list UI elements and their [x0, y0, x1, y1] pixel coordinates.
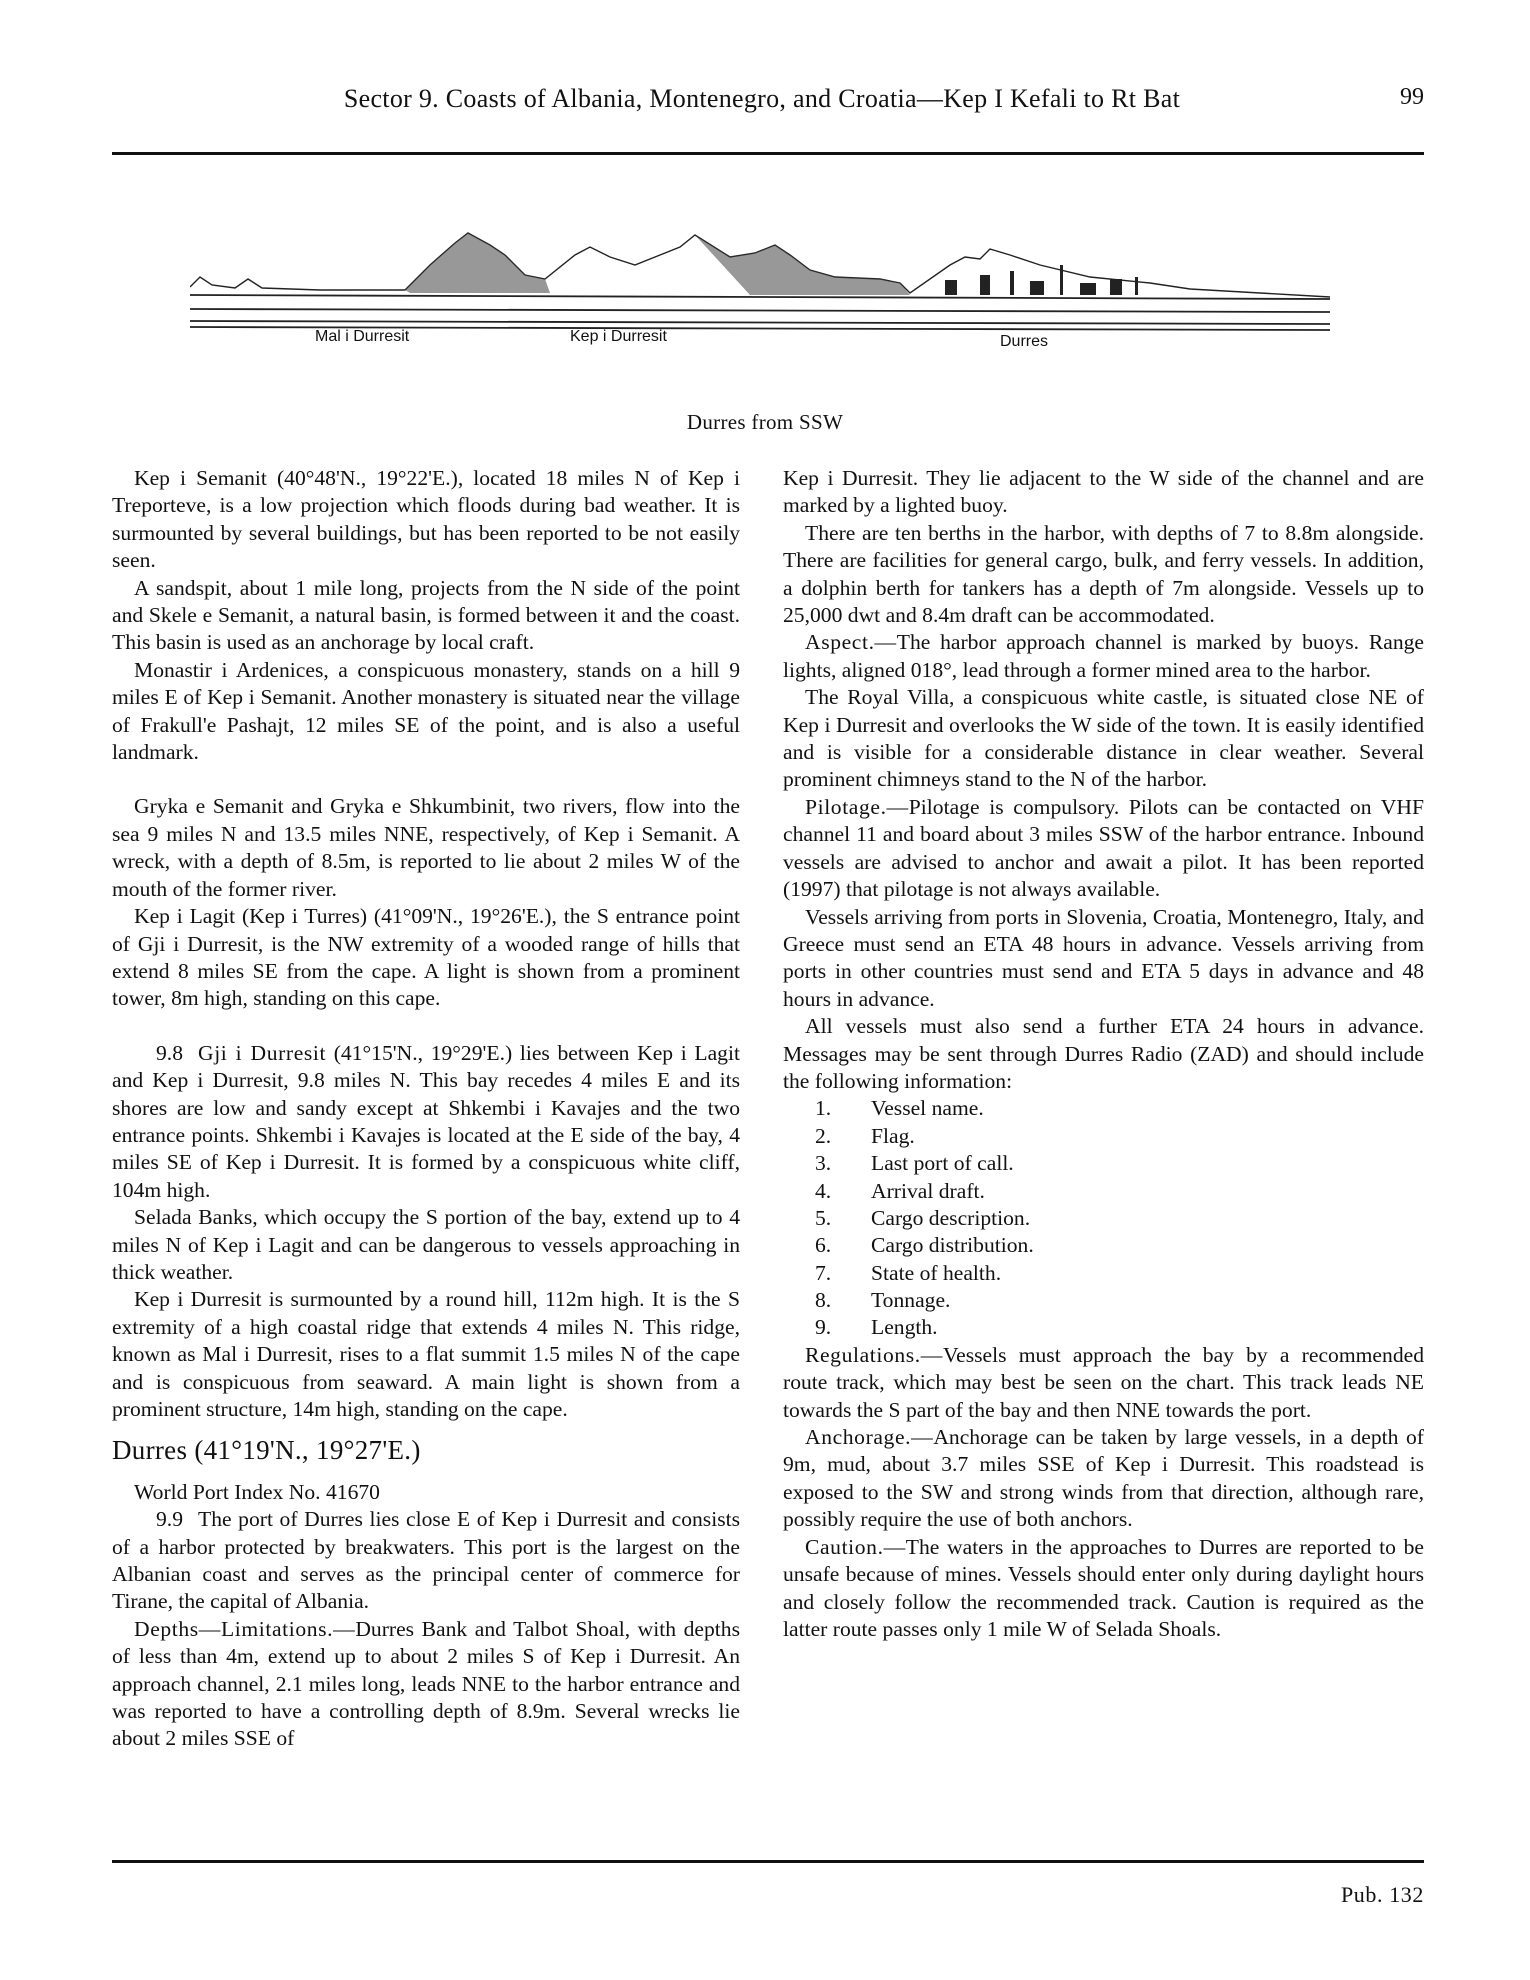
paragraph: Vessels arriving from ports in Slovenia, Croatia, Montenegro, Italy, and Greece must send an ETA 48 hours in advance. Vessels arriving from ports in other countries must send and ETA 5 days in advance and 48 hours in advance.: [783, 904, 1424, 1011]
figure-label-durres: Durres: [1000, 333, 1049, 350]
run-in-heading: Anchorage.—: [805, 1425, 934, 1450]
figure-label-kep-i-durresit: Kep i Durresit: [570, 328, 667, 345]
paragraph-body: The waters in the approaches to Durres are reported to be unsafe because of mines. Vessels should enter only during daylight hours and closely follow the recommended track. Caution is required as the latter route passes only 1 mile W of Selada Shoals.: [783, 1534, 1424, 1641]
run-in-heading: Caution.—: [805, 1534, 906, 1559]
run-in-heading: Aspect.—: [805, 630, 897, 655]
paragraph-body: Pilotage is compulsory. Pilots can be contacted on VHF channel 11 and board about 3 miles SSW of the harbor entrance. Inbound vessels are advised to anchor and await a pilot. It has been reported (1997) that pilotage is not always available.: [783, 794, 1424, 902]
publication-number: Pub. 132: [1340, 1882, 1424, 1907]
paragraph-body: (41°15'N., 19°29'E.) lies between Kep i Lagit and Kep i Durresit, 9.8 miles N. This bay recedes 4 miles E and its shores are low and sandy except at Shkembi i Kavajes and the two entrance points. Shkembi i Kavajes is located at the E side of the bay, 4 miles SE of Kep i Durresit. It is formed by a conspicuous white cliff, 104m high.: [112, 1040, 740, 1202]
list-item: 3. Last port of call.: [815, 1151, 1014, 1176]
paragraph: There are ten berths in the harbor, with depths of 7 to 8.8m alongside. There are facilities for general cargo, bulk, and ferry vessels. In addition, a dolphin berth for tankers has a depth of 7m alongside. Vessels up to 25,000 dwt and 8.4m draft can be accommodated.: [783, 520, 1424, 628]
paragraph-aspect: [783, 629, 1424, 684]
list-item: 9. Length.: [815, 1315, 938, 1340]
paragraph-caution: [783, 1534, 1424, 1644]
paragraph-body: Vessels must approach the bay by a recommended route track, which may best be seen on the chart. This track leads NE towards the S part of the bay and then NNE towards the port.: [783, 1342, 1424, 1422]
paragraph-pilotage: [783, 794, 1424, 904]
paragraph-body: Durres Bank and Talbot Shoal, with depths of less than 4m, extend up to about 2 miles S of Kep i Durresit. An approach channel, 2.1 miles long, leads NNE to the harbor entrance and was reported to have a controlling depth of 8.9m. Several wrecks lie about 2 miles SSE of: [112, 1616, 740, 1751]
figure-caption: Durres from SSW: [686, 410, 844, 434]
figure-label-mal-i-durresit: Mal i Durresit: [315, 328, 410, 345]
list-item: 2. Flag.: [815, 1123, 915, 1148]
paragraph: Kep i Lagit (Kep i Turres) (41°09'N., 19°26'E.), the S entrance point of Gji i Durresit, is the NW extremity of a wooded range of hills that extend 8 miles SE from the cape. A light is shown from a prominent tower, 8m high, standing on this cape.: [112, 904, 740, 1011]
paragraph-body: The port of Durres lies close E of Kep i Durresit and consists of a harbor protected by breakwaters. This port is the largest on the Albanian coast and serves as the principal center of commerce for Tirane, the capital of Albania.: [112, 1507, 740, 1614]
footer-rule: [112, 1860, 1424, 1863]
paragraph-depths-limitations: [112, 1616, 740, 1753]
paragraph: Kep i Semanit (40°48'N., 19°22'E.), located 18 miles N of Kep i Treporteve, is a low projection which floods during bad weather. It is surmounted by several buildings, but has been reported to be not easily seen.: [112, 466, 740, 573]
paragraph-anchorage: [783, 1424, 1424, 1534]
list-item: 8. Tonnage.: [815, 1288, 951, 1313]
paragraph-regulations: [783, 1342, 1424, 1424]
header-rule: [112, 152, 1424, 155]
paragraph: Monastir i Ardenices, a conspicuous monastery, stands on a hill 9 miles E of Kep i Semanit. Another monastery is situated near the village of Frakull'e Pashajt, 12 miles SE of the point, and is also a useful landmark.: [112, 657, 740, 765]
paragraph: All vessels must also send a further ETA 24 hours in advance. Messages may be sent through Durres Radio (ZAD) and should include the following information:: [783, 1014, 1424, 1093]
list-item: 1. Vessel name.: [815, 1096, 984, 1121]
run-in-heading: Gji i Durresit: [198, 1040, 327, 1065]
eta-information-list: [783, 1095, 1424, 1342]
paragraph-9-8: [112, 1040, 740, 1204]
paragraph: Kep i Durresit. They lie adjacent to the W side of the channel and are marked by a lighted buoy.: [783, 466, 1424, 518]
paragraph: A sandspit, about 1 mile long, projects from the N side of the point and Skele e Semanit, a natural basin, is formed between it and the coast. This basin is used as an anchorage by local craft.: [112, 575, 740, 655]
paragraph: Selada Banks, which occupy the S portion of the bay, extend up to 4 miles N of Kep i Lagit and can be dangerous to vessels approaching in thick weather.: [112, 1205, 740, 1284]
page-number: 99: [1400, 84, 1424, 110]
paragraph-number: 9.9: [156, 1507, 183, 1532]
paragraph: The Royal Villa, a conspicuous white castle, is situated close NE of Kep i Durresit and overlooks the W side of the town. It is easily identified and is visible for a considerable distance in clear weather. Several prominent chimneys stand to the N of the harbor.: [783, 685, 1424, 792]
paragraph-number: 9.8: [156, 1040, 183, 1065]
section-heading: Durres (41°19'N., 19°27'E.): [112, 1435, 421, 1466]
list-item: 4. Arrival draft.: [815, 1178, 985, 1203]
world-port-index: World Port Index No. 41670: [134, 1479, 380, 1504]
list-item: 7. State of health.: [815, 1260, 1002, 1285]
paragraph-body: The harbor approach channel is marked by buoys. Range lights, aligned 018°, lead through a former mined area to the harbor.: [783, 630, 1424, 682]
left-column: [112, 465, 740, 1753]
right-column: [783, 465, 1424, 1643]
paragraph-body: Anchorage can be taken by large vessels, in a depth of 9m, mud, about 3.7 miles SSE of Kep i Durresit. This roadstead is exposed to the SW and strong winds from that direction, although rare, possibly require the use of both anchors.: [783, 1425, 1424, 1532]
list-item: 5. Cargo description.: [815, 1205, 1031, 1230]
running-head: Sector 9. Coasts of Albania, Montenegro, and Croatia—Kep I Kefali to Rt Bat: [343, 84, 1181, 113]
list-item: 6. Cargo distribution.: [815, 1233, 1034, 1258]
run-in-heading: Depths—Limitations.—: [134, 1616, 356, 1641]
page-header: [112, 84, 1424, 124]
paragraph: Gryka e Semanit and Gryka e Shkumbinit, two rivers, flow into the sea 9 miles N and 13.5 miles NNE, respectively, of Kep i Semanit. A wreck, with a depth of 8.5m, is reported to lie about 2 miles W of the mouth of the former river.: [112, 794, 740, 901]
paragraph-9-9: [112, 1506, 740, 1616]
run-in-heading: Regulations.—: [805, 1342, 943, 1367]
run-in-heading: Pilotage.—: [805, 794, 909, 819]
paragraph: Kep i Durresit is surmounted by a round hill, 112m high. It is the S extremity of a high coastal ridge that extends 4 miles N. This ridge, known as Mal i Durresit, rises to a flat summit 1.5 miles N of the cape and is conspicuous from seaward. A main light is shown from a prominent structure, 14m high, standing on the cape.: [112, 1287, 740, 1421]
